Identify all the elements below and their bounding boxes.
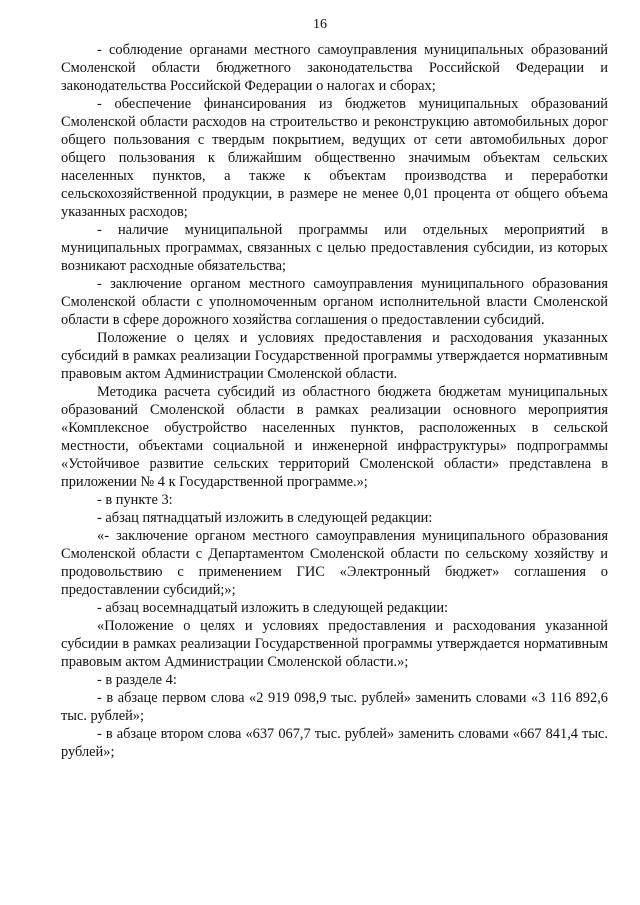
page-number: 16 bbox=[313, 17, 327, 32]
document-body bbox=[61, 41, 608, 761]
paragraph: - в пункте 3: bbox=[97, 492, 173, 508]
paragraph: - абзац восемнадцатый изложить в следующей редакции: bbox=[97, 600, 449, 616]
paragraph: «Положение о целях и условиях предоставления и расходования указанной субсидии в рамках реализации Государственной программы утверждается нормативным правовым актом Администрации Смоленской области.»; bbox=[61, 618, 608, 670]
paragraph: - заключение органом местного самоуправления муниципального образования Смоленской области с уполномоченным органом исполнительной власти Смоленской области в сфере дорожного хозяйства соглашения о предоставлении субсидий. bbox=[61, 276, 608, 328]
paragraph: - наличие муниципальной программы или отдельных мероприятий в муниципальных программах, связанных с целью предоставления субсидии, из которых возникают расходные обязательства; bbox=[61, 222, 608, 274]
paragraph: - обеспечение финансирования из бюджетов муниципальных образований Смоленской области расходов на строительство и реконструкцию автомобильных дорог общего пользования с твердым покрытием, ведущих от сети автомобильных дорог общего пользования к ближайшим общественно значимым объектам сельских населенных пунктов, а также к объектам производства и переработки сельскохозяйственной продукции, в размере не менее 0,01 процента от общего объема указанных расходов; bbox=[61, 96, 608, 220]
paragraph: «- заключение органом местного самоуправления муниципального образования Смоленской области с Департаментом Смоленской области по сельскому хозяйству и продовольствию с применением ГИС «Электронный бюджет» соглашения о предоставлении субсидий;»; bbox=[61, 528, 608, 598]
paragraph: - в абзаце втором слова «637 067,7 тыс. рублей» заменить словами «667 841,4 тыс. рублей»; bbox=[61, 726, 608, 760]
paragraph: - в абзаце первом слова «2 919 098,9 тыс. рублей» заменить словами «3 116 892,6 тыс. рублей»; bbox=[61, 690, 608, 724]
paragraph: - соблюдение органами местного самоуправления муниципальных образований Смоленской области бюджетного законодательства Российской Федерации и законодательства Российской Федерации о налогах и сборах; bbox=[61, 42, 608, 94]
paragraph: - абзац пятнадцатый изложить в следующей редакции: bbox=[97, 510, 433, 526]
paragraph: Методика расчета субсидий из областного бюджета бюджетам муниципальных образований Смоленской области в рамках реализации основного мероприятия «Комплексное обустройство населенных пунктов, расположенных в сельской местности, объектами социальной и инженерной инфраструктуры» подпрограммы «Устойчивое развитие сельских территорий Смоленской области» представлена в приложении № 4 к Государственной программе.»; bbox=[61, 384, 608, 490]
paragraph: - в разделе 4: bbox=[97, 672, 177, 688]
paragraph: Положение о целях и условиях предоставления и расходования указанных субсидий в рамках реализации Государственной программы утверждается нормативным правовым актом Администрации Смоленской области. bbox=[61, 330, 608, 382]
